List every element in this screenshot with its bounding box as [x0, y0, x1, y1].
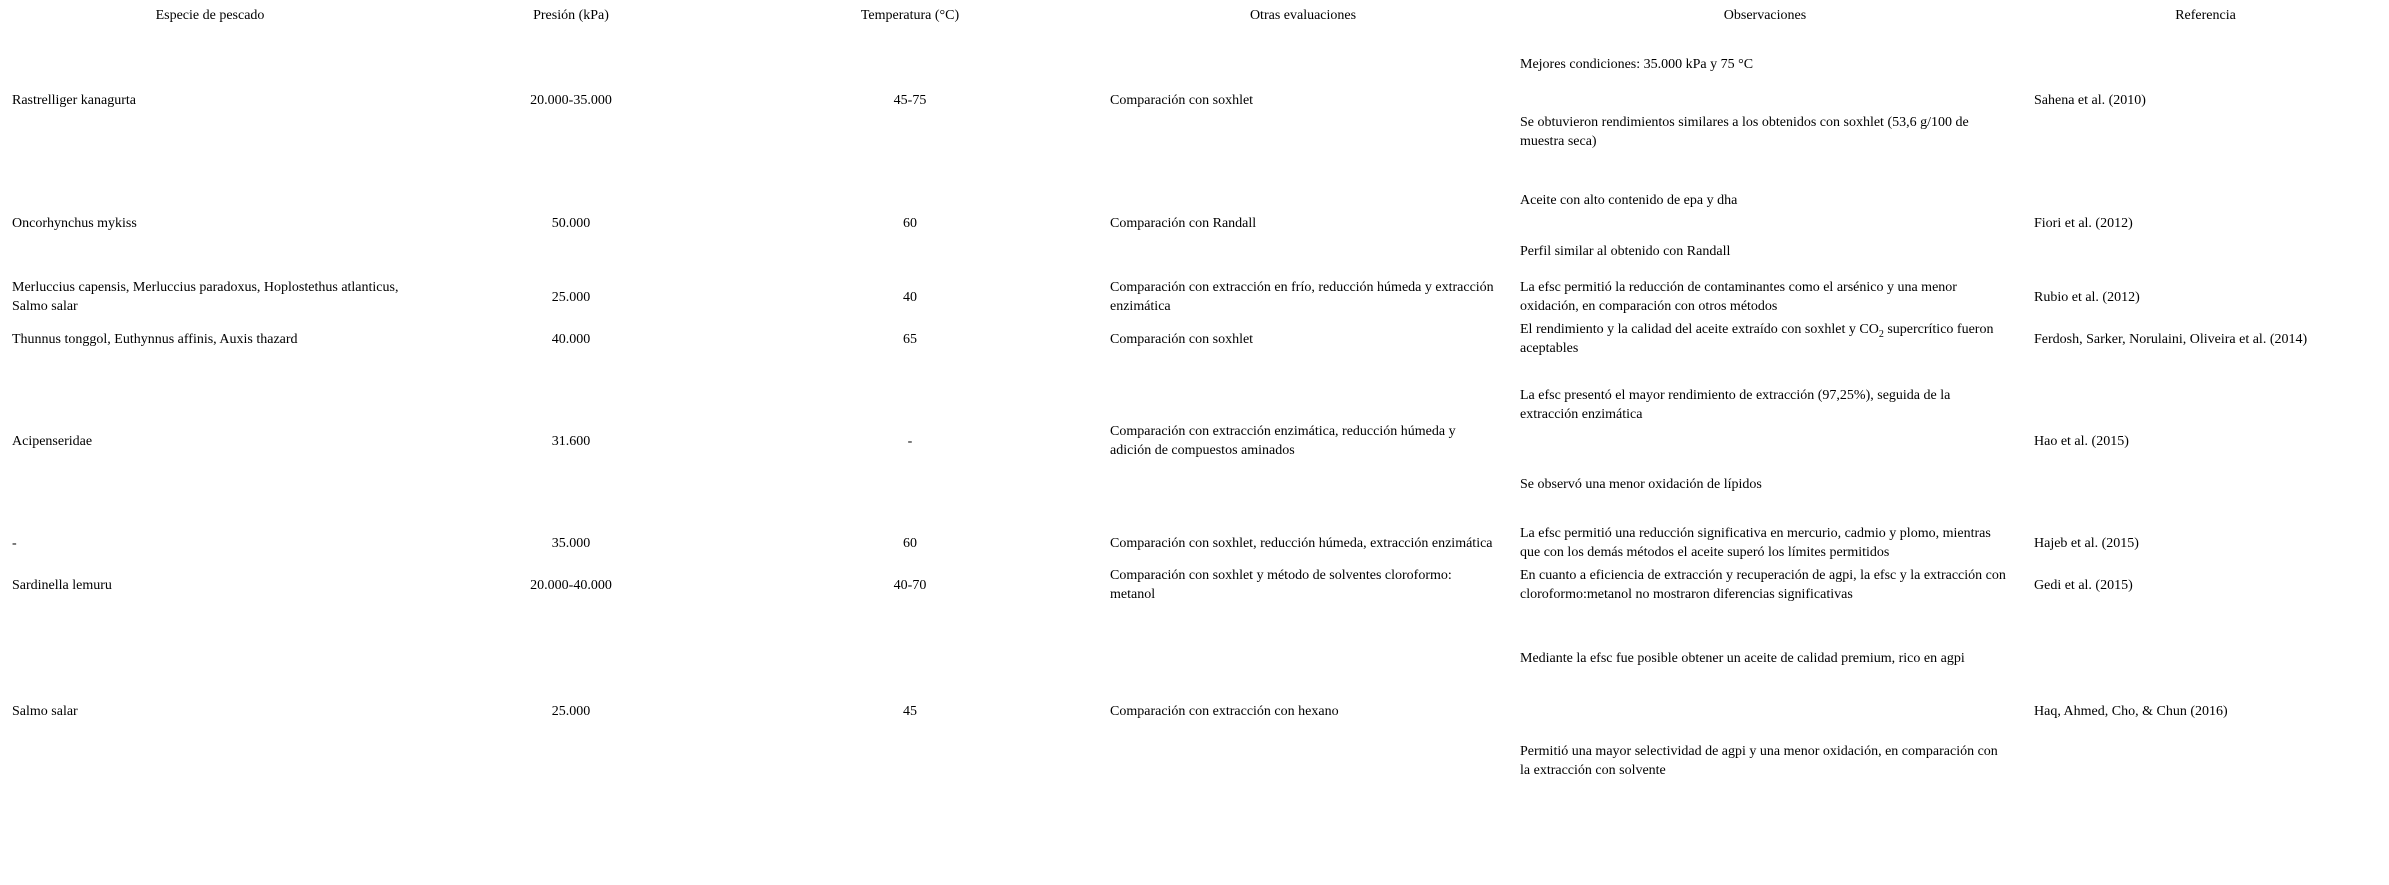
header-observations: Observaciones [1723, 7, 1807, 23]
observation-text: Permitió una mayor selectividad de agpi y una menor oxidación, en comparación con la extracción con solvente [1520, 744, 1998, 778]
table-header-row [0, 0, 2389, 30]
cell-species: Acipenseridae [12, 433, 93, 449]
cell-observations [1508, 170, 2022, 276]
table-row [0, 30, 2389, 170]
header-other-evaluations: Otras evaluaciones [1249, 7, 1357, 23]
observation-text: Mediante la efsc fue posible obtener un aceite de calidad premium, rico en agpi [1520, 650, 1965, 666]
cell-reference: Ferdosh, Sarker, Norulaini, Oliveira et al. (2014) [2034, 331, 2308, 347]
cell-species: Merluccius capensis, Merluccius paradoxus, Hoplostethus atlanticus, Salmo salar [12, 280, 399, 314]
cell-temperature: - [907, 433, 913, 449]
table-row [0, 170, 2389, 276]
cell-pressure: 25.000 [551, 289, 591, 305]
observation-subscript: 2 [1878, 328, 1884, 340]
cell-observations: En cuanto a eficiencia de extracción y recuperación de agpi, la efsc y la extracción con cloroformo:metanol no mostraron diferencias significativas [1520, 568, 2006, 602]
observation-text: Mejores condiciones: 35.000 kPa y 75 °C [1520, 56, 1754, 72]
cell-species: Rastrelliger kanagurta [12, 92, 137, 108]
cell-species: Oncorhynchus mykiss [12, 215, 137, 231]
cell-temperature: 45-75 [893, 92, 927, 108]
cell-species: - [12, 535, 17, 551]
cell-pressure: 35.000 [551, 535, 591, 551]
header-reference: Referencia [2175, 7, 2236, 23]
header-species: Especie de pescado [155, 7, 265, 23]
cell-observations: La efsc permitió la reducción de contaminantes como el arsénico y una menor oxidación, en comparación con otros métodos [1520, 280, 1957, 314]
cell-other-evaluations: Comparación con Randall [1110, 215, 1257, 231]
header-pressure: Presión (kPa) [533, 7, 609, 23]
cell-temperature: 40-70 [893, 577, 927, 593]
cell-reference: Fiori et al. (2012) [2034, 215, 2133, 231]
cell-pressure: 40.000 [551, 331, 591, 347]
cell-other-evaluations: Comparación con soxhlet [1110, 92, 1254, 108]
cell-other-evaluations: Comparación con extracción con hexano [1110, 703, 1339, 719]
header-temperature: Temperatura (°C) [860, 7, 960, 23]
cell-observations [1508, 360, 2022, 522]
cell-observations [1508, 606, 2022, 816]
table-row [0, 318, 2389, 360]
cell-reference: Hao et al. (2015) [2034, 433, 2129, 449]
observation-text: Se obtuvieron rendimientos similares a los obtenidos con soxhlet (53,6 g/100 de muestra seca) [1520, 115, 1969, 149]
cell-reference: Hajeb et al. (2015) [2034, 535, 2139, 551]
observation-text: Aceite con alto contenido de epa y dha [1520, 192, 1738, 208]
cell-other-evaluations: Comparación con soxhlet [1110, 331, 1254, 347]
cell-pressure: 25.000 [551, 703, 591, 719]
cell-other-evaluations: Comparación con soxhlet y método de solventes cloroformo: metanol [1110, 568, 1452, 602]
cell-species: Salmo salar [12, 703, 78, 719]
table-row [0, 360, 2389, 522]
cell-other-evaluations: Comparación con extracción en frío, reducción húmeda y extracción enzimática [1110, 280, 1494, 314]
cell-temperature: 65 [903, 331, 917, 347]
cell-temperature: 40 [903, 289, 917, 305]
cell-reference: Gedi et al. (2015) [2034, 577, 2133, 593]
cell-observations: La efsc permitió una reducción significativa en mercurio, cadmio y plomo, mientras que con los demás métodos el aceite superó los límites permitidos [1520, 526, 1991, 560]
table-row [0, 522, 2389, 564]
cell-reference: Haq, Ahmed, Cho, & Chun (2016) [2034, 703, 2228, 719]
cell-observations [1508, 30, 2022, 170]
cell-temperature: 60 [903, 535, 917, 551]
cell-temperature: 60 [903, 215, 917, 231]
cell-other-evaluations: Comparación con soxhlet, reducción húmeda, extracción enzimática [1110, 535, 1493, 551]
cell-pressure: 20.000-35.000 [530, 92, 612, 108]
cell-pressure: 31.600 [551, 433, 591, 449]
cell-observations [1508, 318, 2022, 360]
observation-text: Se observó una menor oxidación de lípidos [1520, 476, 1762, 492]
table-row [0, 276, 2389, 318]
cell-pressure: 20.000-40.000 [530, 577, 612, 593]
cell-reference: Rubio et al. (2012) [2034, 289, 2140, 305]
observation-text-end: supercrítico fueron aceptables [1520, 322, 1994, 356]
cell-pressure: 50.000 [551, 215, 591, 231]
cell-other-evaluations: Comparación con extracción enzimática, reducción húmeda y adición de compuestos aminados [1110, 424, 1456, 458]
cell-reference: Sahena et al. (2010) [2034, 92, 2146, 108]
table-row [0, 606, 2389, 816]
cell-temperature: 45 [903, 703, 917, 719]
observation-text: La efsc presentó el mayor rendimiento de extracción (97,25%), seguida de la extracción enzimática [1520, 388, 1951, 422]
table-row [0, 564, 2389, 606]
cell-species: Thunnus tonggol, Euthynnus affinis, Auxis thazard [12, 331, 298, 347]
cell-species: Sardinella lemuru [12, 577, 112, 593]
observation-text: Perfil similar al obtenido con Randall [1520, 243, 1731, 259]
observation-text-start: El rendimiento y la calidad del aceite extraído con soxhlet y CO [1520, 322, 1879, 337]
